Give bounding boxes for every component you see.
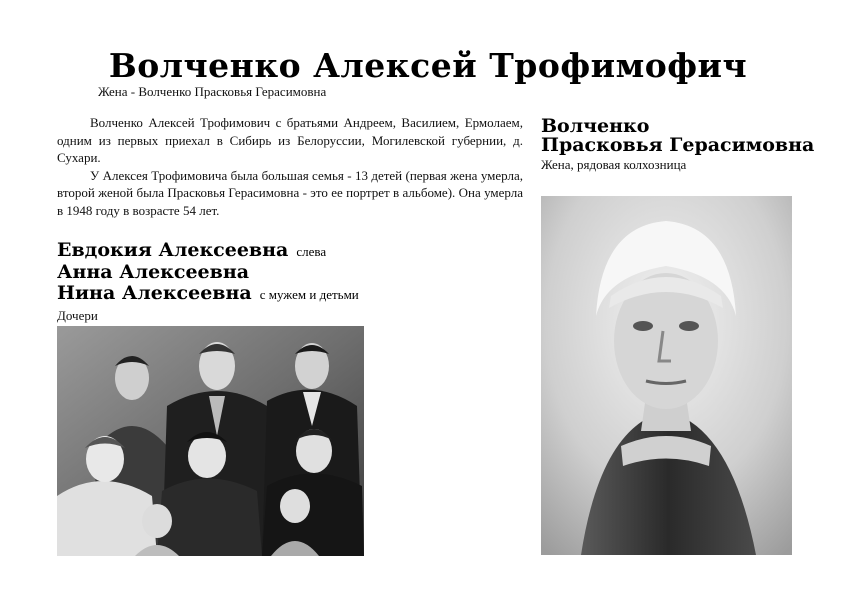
wife-surname: Волченко bbox=[541, 115, 650, 137]
daughter-name-row bbox=[57, 240, 387, 262]
daughter-name-row bbox=[57, 262, 387, 283]
wife-caption: Жена, рядовая колхозница bbox=[541, 157, 687, 172]
bio-paragraph-1: Волченко Алексей Трофимович с братьями Андреем, Василием, Ермолаем, одним из первых приехал в Сибирь из Белоруссии, Могилевской губернии, д. Сухари. bbox=[57, 115, 523, 165]
family-photo bbox=[57, 326, 364, 556]
daughter-name-row bbox=[57, 283, 387, 305]
wife-portrait bbox=[541, 196, 792, 555]
daughter-name: Анна Алексеевна bbox=[57, 261, 250, 283]
wife-line: Жена - Волченко Прасковья Герасимовна bbox=[98, 84, 327, 99]
wife-name: Прасковья Герасимовна bbox=[541, 134, 815, 156]
bio-paragraph-2: У Алексея Трофимовича была большая семья - 13 детей (первая жена умерла, второй женой была Прасковья Герасимовна - это ее портрет в альбоме). Она умерла в 1948 году в возрасте 54 лет. bbox=[57, 167, 523, 218]
daughters-caption-block bbox=[57, 240, 387, 324]
page-title: Волченко Алексей Трофимофич bbox=[108, 46, 748, 85]
biography bbox=[57, 114, 523, 219]
daughter-note: слева bbox=[296, 244, 327, 259]
daughters-label: Дочери bbox=[57, 308, 98, 323]
family-photo-image bbox=[57, 326, 364, 556]
daughter-note: с мужем и детьми bbox=[259, 287, 359, 302]
wife-caption-block bbox=[541, 115, 815, 173]
wife-portrait-image bbox=[541, 196, 792, 555]
daughter-name: Нина Алексеевна bbox=[57, 282, 252, 304]
daughter-name: Евдокия Алексеевна bbox=[57, 239, 289, 261]
